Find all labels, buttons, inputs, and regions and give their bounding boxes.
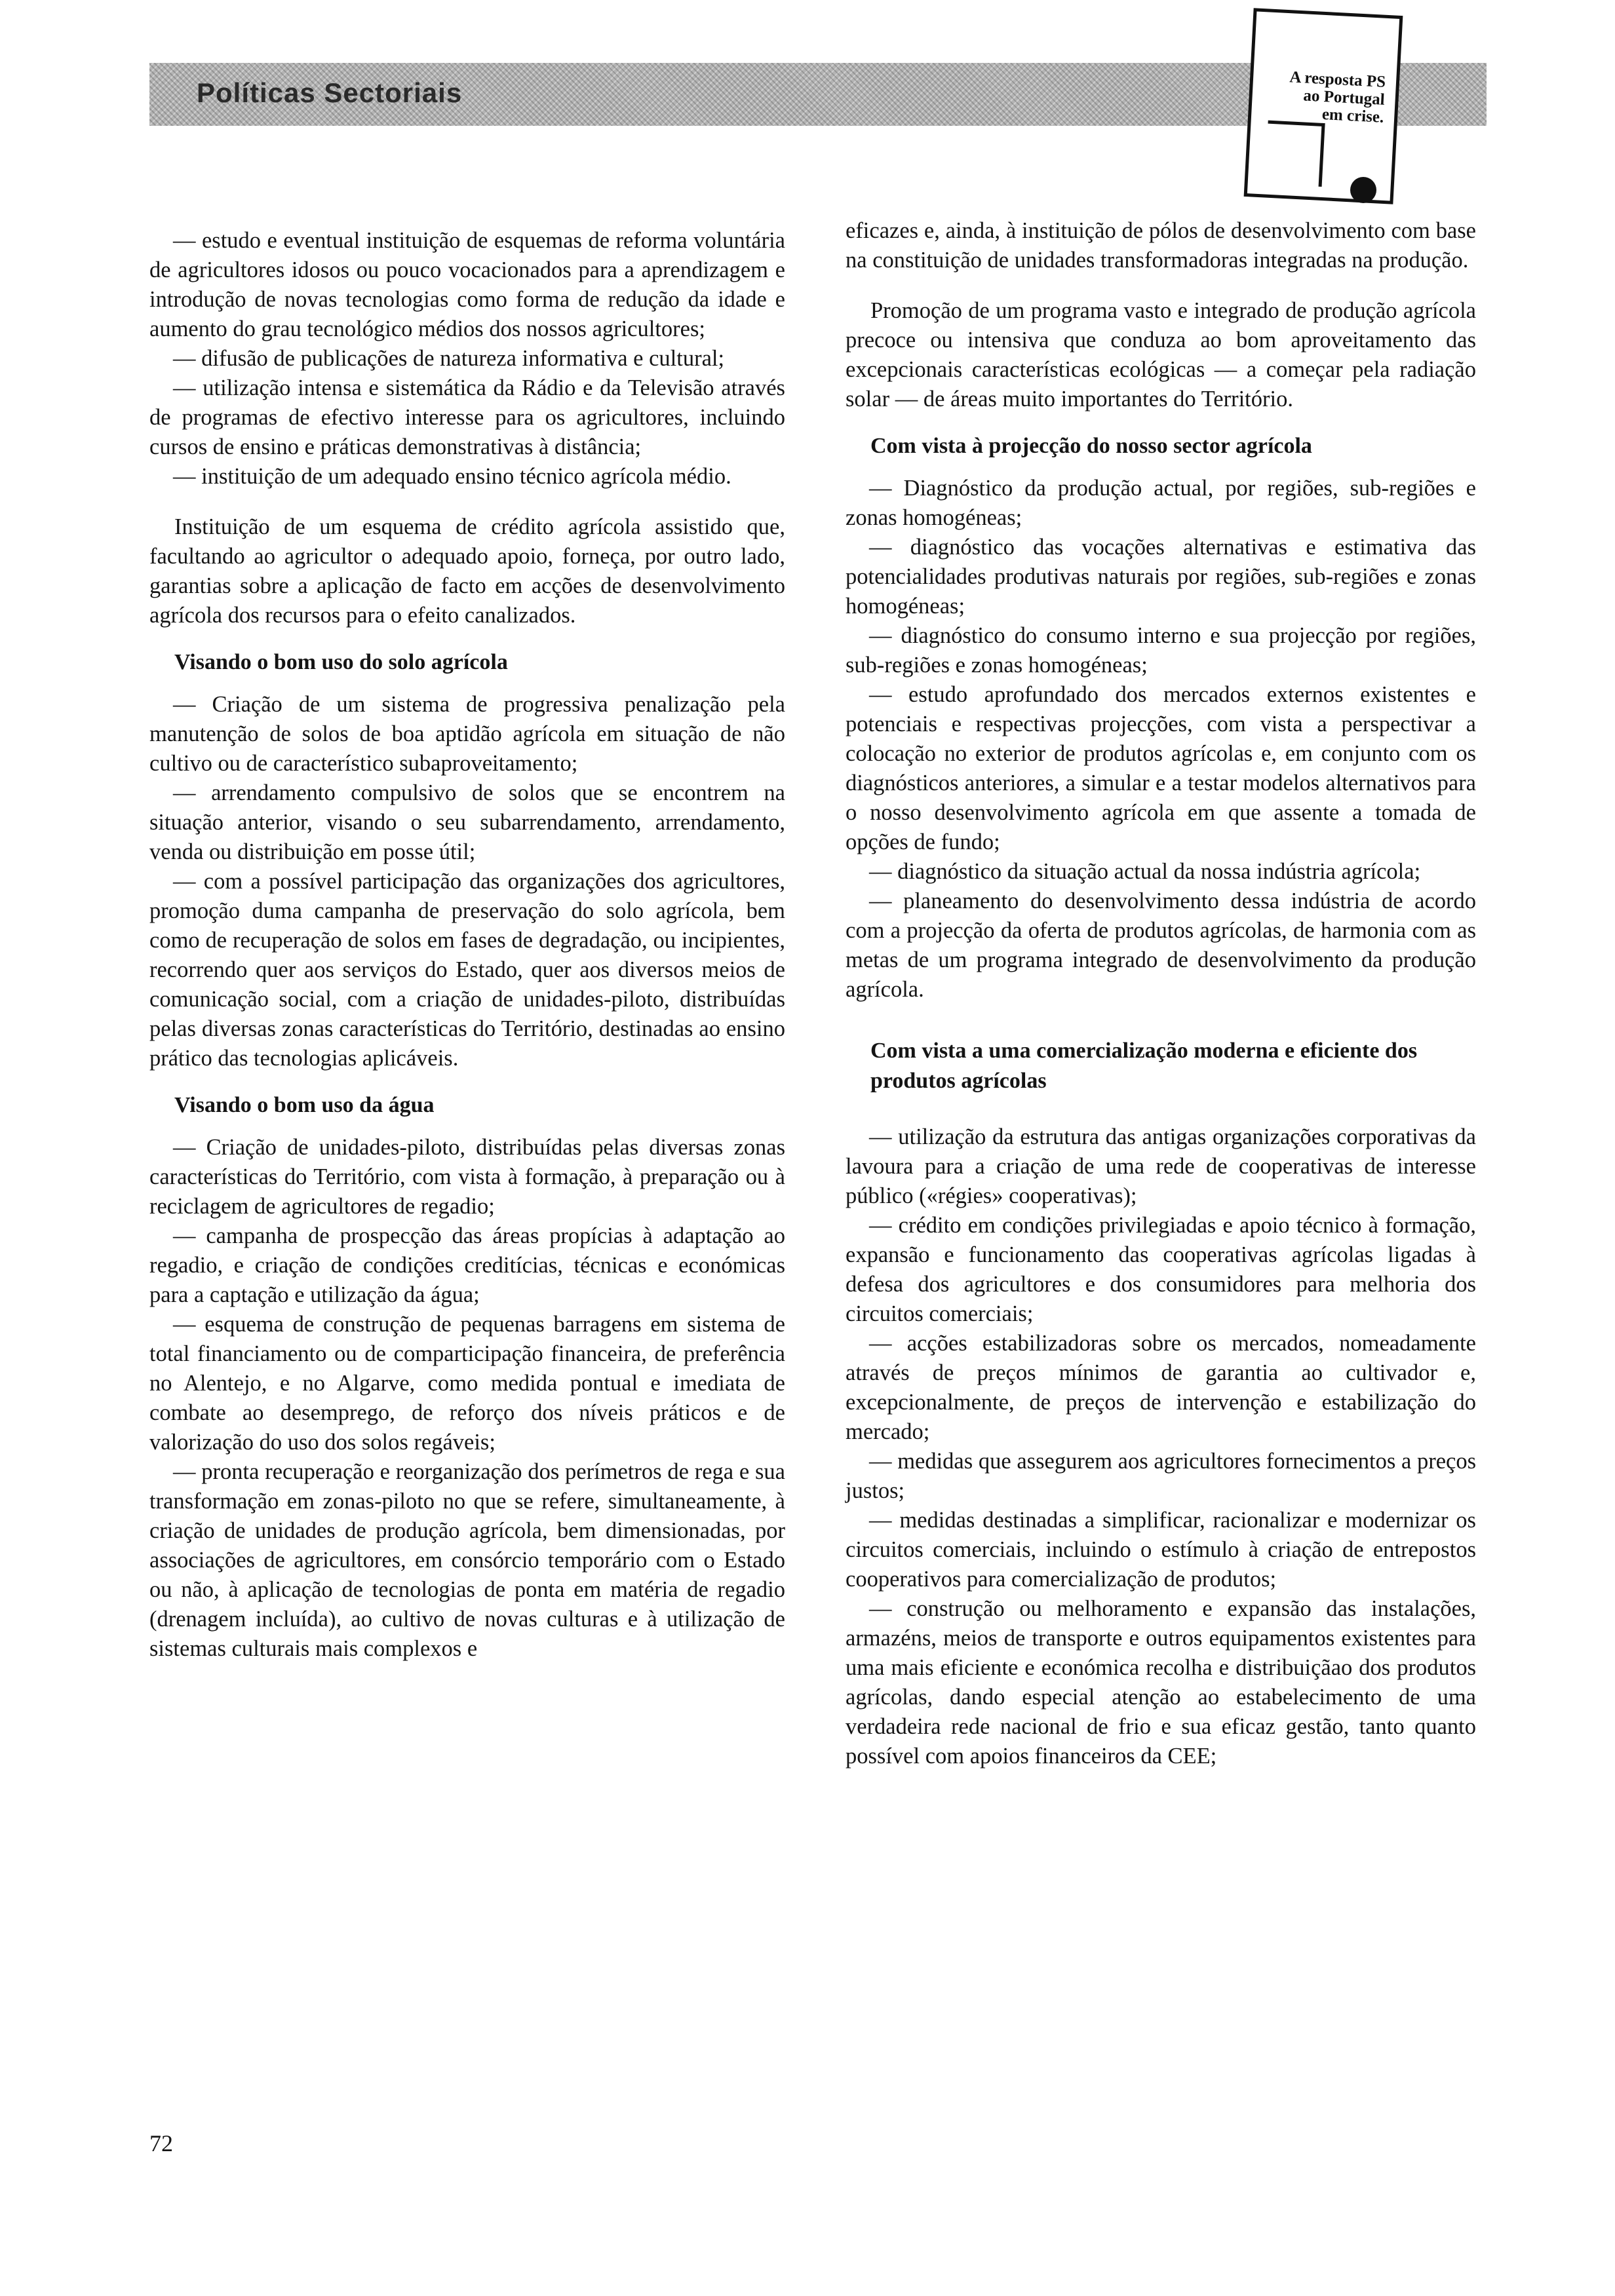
section-title: Políticas Sectoriais [197, 77, 463, 108]
list-item: — construção ou melhoramento e expansão das instalações, armazéns, meios de transporte e outros equipamentos existentes para uma mais eficiente e económica recolha e distribuiçãao dos produtos agrícolas, dando especial atenção ao estabelecimento de uma verdadeira rede nacional de frio e sua eficaz gestão, tanto quanto possível com apoios financeiros da CEE; [846, 1596, 1476, 1769]
list-item: — estudo aprofundado dos mercados externos existentes e potenciais e respectivas projecções, com vista a perspectivar a colocação no exterior de produtos agrícolas e, em conjunto com os diagnósticos anteriores, a simular e a testar modelos alternativos para o nosso desenvolvimento agrícola em que assente a tomada de opções de fundo; [846, 682, 1476, 854]
list-item: — com a possível participação das organizações dos agricultores, promoção duma campanha de preservação do solo agrícola, bem como de recuperação de solos em fases de degradação, ou incipientes, recorrendo quer aos serviços do Estado, quer aos diversos meios de comunicação social, com a criação de unidades-piloto, distribuídas pelas diversas zonas características do Território, destinadas ao ensino prático das tecnologias aplicáveis. [149, 869, 785, 1071]
section-heading: Com vista à projecção do nosso sector agrícola [870, 434, 1312, 458]
paragraph: Promoção de um programa vasto e integrado de produção agrícola precoce ou intensiva que conduza ao bom aproveitamento das excepcionais características ecológicas — a começar pela radiação solar — de áreas muito importantes do Território. [846, 298, 1476, 411]
list-item: — arrendamento compulsivo de solos que se encontrem na situação anterior, visando o seu subarrendamento, arrendamento, venda ou distribuição em posse útil; [149, 780, 785, 864]
list-item: — campanha de prospecção das áreas propícias à adaptação ao regadio, e criação de condições creditícias, técnicas e económicas para a captação e utilização da água; [149, 1223, 785, 1307]
list-item: — esquema de construção de pequenas barragens em sistema de total financiamento ou de comparticipação financeira, de preferência no Alentejo, e no Algarve, como medida pontual e imediata de combate ao desemprego, de reforço dos níveis práticos e de valorização do uso dos solos regáveis; [149, 1312, 785, 1455]
section-heading: Visando o bom uso do solo agrícola [174, 650, 508, 674]
list-item: — Criação de um sistema de progressiva penalização pela manutenção de solos de boa aptidão agrícola em situação de não cultivo ou de característico subaproveitamento; [149, 692, 785, 776]
list-item: — medidas que assegurem aos agricultores fornecimentos a preços justos; [846, 1449, 1476, 1503]
list-item: — pronta recuperação e reorganização dos perímetros de rega e sua transformação em zonas-piloto no que se refere, simultaneamente, à criação de unidades de produção agrícola, bem dimensionadas, por associações de agricultores, em consórcio temporário com o Estado ou não, à aplicação de tecnologias de ponta em matéria de regadio (drenagem incluída), ao cultivo de novas culturas e à utilização de sistemas culturais mais complexos e [149, 1459, 785, 1661]
badge-line: ao Portugal [1302, 86, 1386, 109]
section-heading: Visando o bom uso da água [174, 1093, 435, 1117]
campaign-badge [1244, 8, 1403, 204]
page-fold-icon [1265, 121, 1325, 187]
party-logo-icon [1350, 177, 1376, 203]
badge-line: A resposta PS [1289, 68, 1386, 91]
list-item: — diagnóstico da situação actual da nossa indústria agrícola; [869, 859, 1421, 884]
list-item: — utilização intensa e sistemática da Rádio e da Televisão através de programas de efectivo interesse para os agricultores, incluindo cursos de ensino e práticas demonstrativas à distância; [149, 375, 785, 459]
list-item: — crédito em condições privilegiadas e apoio técnico à formação, expansão e funcionamento das cooperativas agrícolas ligadas à defesa dos agricultores e dos consumidores para melhoria dos circuitos comerciais; [846, 1213, 1476, 1326]
section-heading: Com vista a uma comercialização moderna e eficiente dos produtos agrícolas [870, 1039, 1418, 1093]
right-column [846, 216, 1476, 1771]
left-column [149, 226, 785, 1664]
badge-caption [1287, 68, 1386, 126]
list-item: — instituição de um adequado ensino técnico agrícola médio. [173, 464, 731, 489]
list-item: — acções estabilizadoras sobre os mercados, nomeadamente através de preços mínimos de garantia ao cultivador e, excepcionalmente, de preços de intervenção e estabilização do mercado; [846, 1331, 1476, 1444]
paragraph: eficazes e, ainda, à instituição de pólos de desenvolvimento com base na constituição de unidades transformadoras integradas na produção. [846, 218, 1476, 273]
list-item: — Criação de unidades-piloto, distribuídas pelas diversas zonas características do Território, com vista à formação, à preparação ou à reciclagem de agricultores de regadio; [149, 1135, 785, 1219]
list-item: — Diagnóstico da produção actual, por regiões, sub-regiões e zonas homogéneas; [846, 476, 1476, 530]
badge-line: em crise. [1321, 105, 1384, 126]
list-item: — medidas destinadas a simplificar, racionalizar e modernizar os circuitos comerciais, incluindo o estímulo à criação de entrepostos cooperativos para comercialização de produtos; [846, 1508, 1476, 1592]
page-number: 72 [149, 2130, 173, 2156]
paragraph: Instituição de um esquema de crédito agrícola assistido que, facultando ao agricultor o adequado apoio, forneça, por outro lado, garantias sobre a aplicação de facto em acções de desenvolvimento agrícola dos recursos para o efeito canalizados. [149, 514, 785, 628]
list-item: — utilização da estrutura das antigas organizações corporativas da lavoura para a criação de uma rede de cooperativas de interesse público («régies» cooperativas); [846, 1124, 1476, 1208]
list-item: — diagnóstico das vocações alternativas e estimativa das potencialidades produtivas naturais por regiões, sub-regiões e zonas homogéneas; [846, 535, 1476, 619]
list-item: — difusão de publicações de natureza informativa e cultural; [173, 346, 725, 371]
list-item: — diagnóstico do consumo interno e sua projecção por regiões, sub-regiões e zonas homogéneas; [846, 623, 1476, 678]
list-item: — planeamento do desenvolvimento dessa indústria de acordo com a projecção da oferta de produtos agrícolas, de harmonia com as metas de um programa integrado de desenvolvimento da produção agrícola. [846, 889, 1476, 1002]
list-item: — estudo e eventual instituição de esquemas de reforma voluntária de agricultores idosos ou pouco vocacionados para a aprendizagem e introdução de novas tecnologias como forma de redução da idade e aumento do grau tecnológico médios dos nossos agricultores; [149, 228, 785, 341]
